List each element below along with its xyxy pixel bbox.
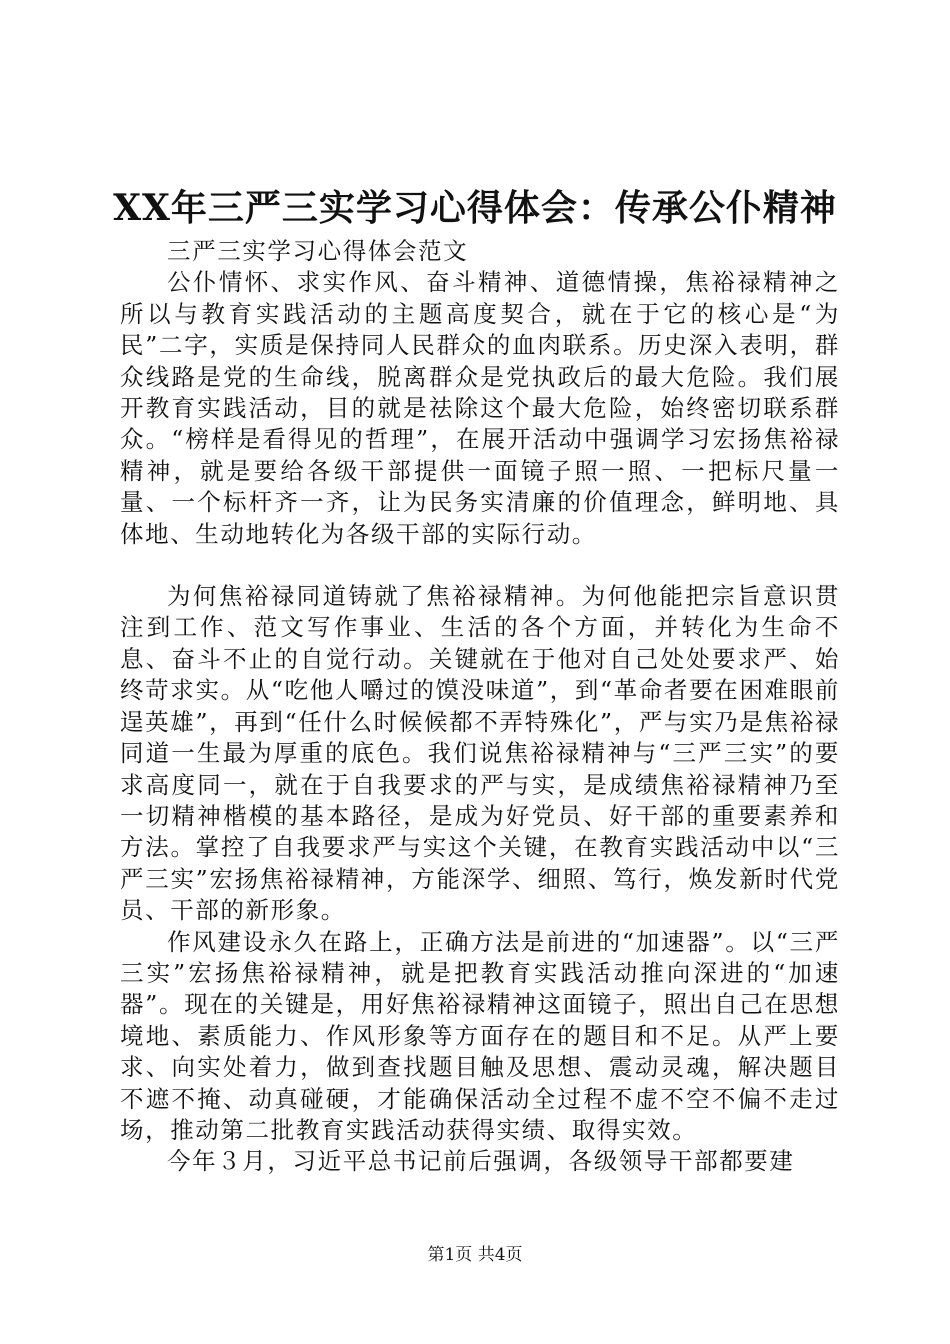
document-title: XX年三严三实学习心得体会：传承公仆精神 [113, 187, 837, 229]
paragraph-2: 为何焦裕禄同道铸就了焦裕禄精神。为何他能把宗旨意识贯注到工作、范文写作事业、生活的各个方面，并转化为生命不息、奋斗不止的自觉行动。关键就在于他对自己处处要求严、始终苛求实。从“吃他人嚼过的馍没味道”，到“革命者要在困难眼前逞英雄”，再到“任什么时候候都不弄特殊化”，严与实乃是焦裕禄同道一生最为厚重的底色。我们说焦裕禄精神与“三严三实”的要求高度同一，就在于自我要求的严与实，是成绩焦裕禄精神乃至一切精神楷模的基本路径，是成为好党员、好干部的重要素养和方法。掌控了自我要求严与实这个关键，在教育实践活动中以“三严三实”宏扬焦裕禄精神，方能深学、细照、笃行，焕发新时代党员、干部的新形象。 [120, 582, 840, 925]
paragraph-3: 作风建设永久在路上，正确方法是前进的“加速器”。以“三严三实”宏扬焦裕禄精神，就是把教育实践活动推向深进的“加速器”。现在的关键是，用好焦裕禄精神这面镜子，照出自己在思想境地、素质能力、作风形象等方面存在的题目和不足。从严上要求、向实处着力，做到查找题目触及思想、震动灵魂，解决题目不遮不掩、动真碰硬，才能确保活动全过程不虚不空不偏不走过场，推动第二批教育实践活动获得实绩、取得实效。 [120, 927, 840, 1144]
page-number-footer: 第1页 共4页 [427, 1245, 523, 1265]
paragraph-4: 今年３月，习近平总书记前后强调，各级领导干部都要建 [167, 1147, 795, 1176]
paragraph-1: 公仆情怀、求实作风、奋斗精神、道德情操，焦裕禄精神之所以与教育实践活动的主题高度契合，就在于它的核心是“为民”二字，实质是保持同人民群众的血肉联系。历史深入表明，群众线路是党的生命线，脱离群众是党执政后的最大危险。我们展开教育实践活动，目的就是祛除这个最大危险，始终密切联系群众。“榜样是看得见的哲理”，在展开活动中强调学习宏扬焦裕禄精神，就是要给各级干部提供一面镜子照一照、一把标尺量一量、一个标杆齐一齐，让为民务实清廉的价值理念，鲜明地、具体地、生动地转化为各级干部的实际行动。 [120, 268, 840, 548]
document-subtitle: 三严三实学习心得体会范文 [167, 237, 469, 265]
document-body [120, 236, 840, 1178]
